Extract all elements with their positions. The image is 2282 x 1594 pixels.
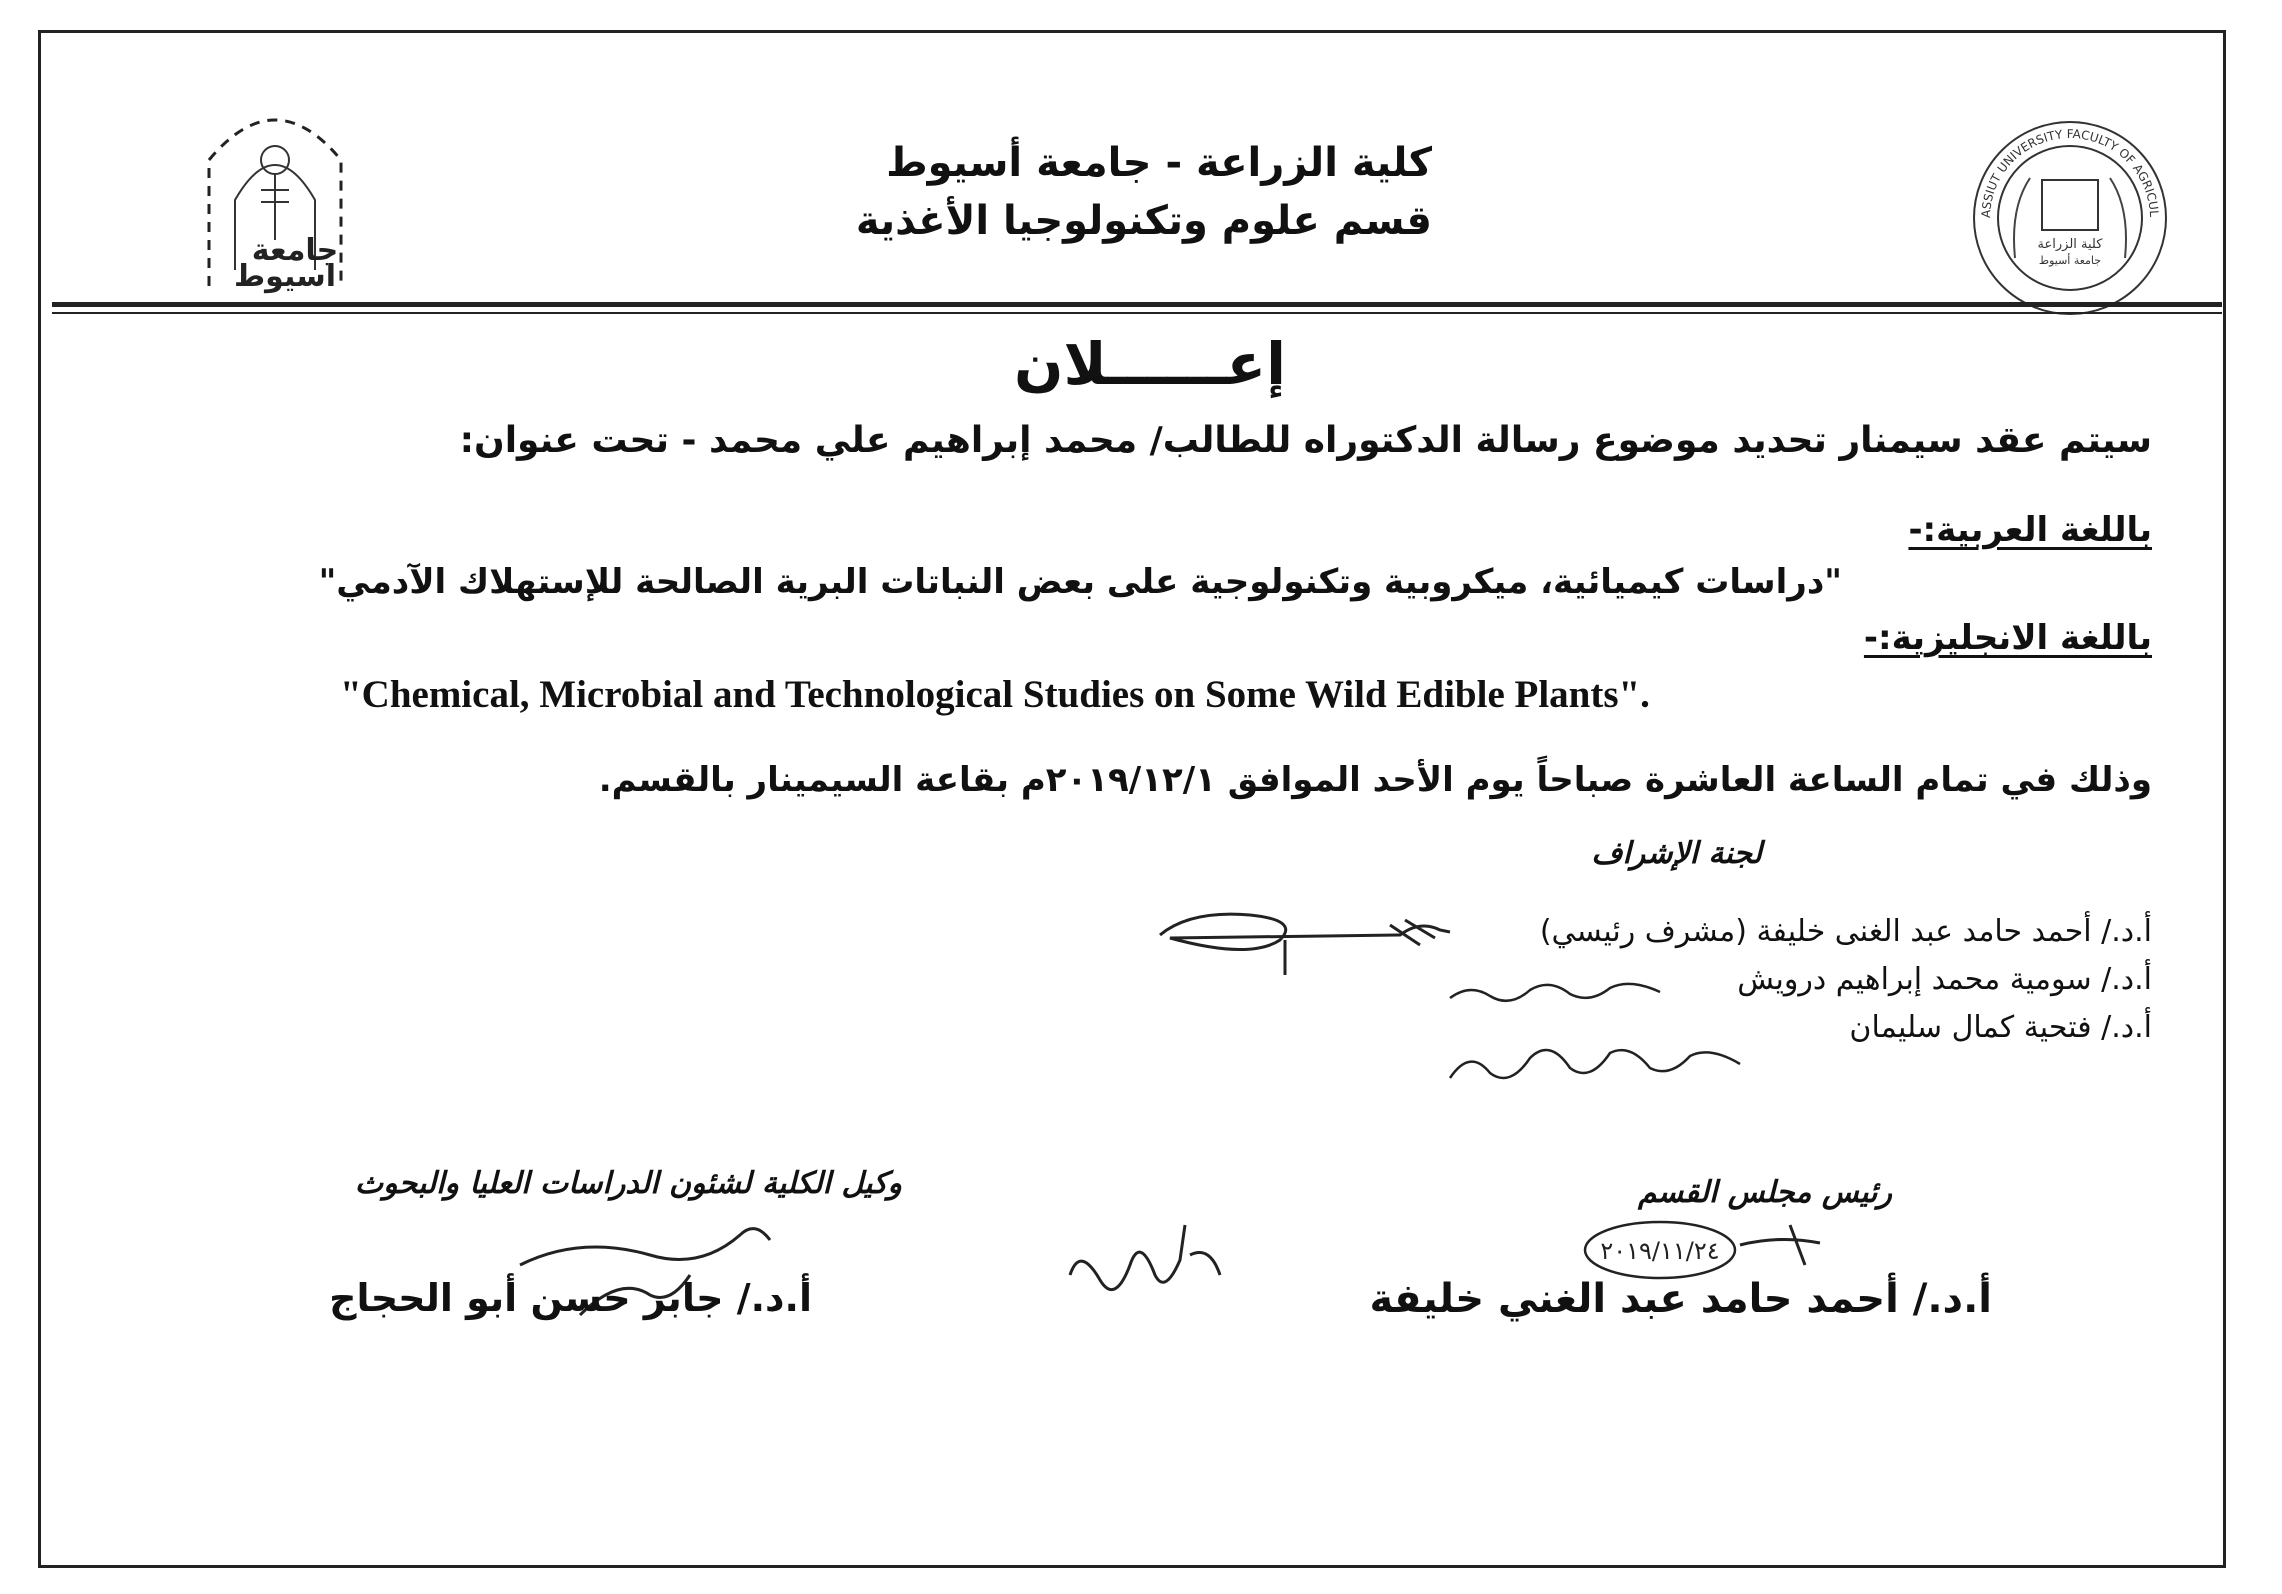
- logo-text-line1: جامعة: [251, 233, 339, 268]
- middle-mark-text: تعلق: [1060, 1205, 1062, 1206]
- committee-heading: لجنة الإشراف: [1591, 836, 1762, 871]
- english-label: باللغة الانجليزية:-: [1863, 618, 2152, 658]
- committee-member-1: أ.د./ أحمد حامد عبد الغنى خليفة (مشرف رئيسي): [1539, 914, 2152, 949]
- signature-member-3: [1440, 1028, 1760, 1098]
- committee-member-3: أ.د./ فتحية كمال سليمان: [1849, 1010, 2152, 1045]
- announcement-title: إعــــــلان: [1014, 330, 1286, 398]
- vice-dean-name: أ.د./ جابر حسن أبو الحجاج: [329, 1276, 812, 1320]
- logo-text-line2: اسيوط: [234, 259, 336, 294]
- arch-logo-icon: [195, 90, 355, 294]
- arabic-thesis-title: "دراسات كيميائية، ميكروبية وتكنولوجية على بعض النباتات البرية الصالحة للإستهلاك الآدمي": [318, 562, 1842, 602]
- faculty-seal-right: [1965, 107, 2170, 318]
- intro-line: سيتم عقد سيمنار تحديد موضوع رسالة الدكتوراه للطالب/ محمد إبراهيم علي محمد - تحت عنوان:: [459, 420, 2152, 461]
- department-name: قسم علوم وتكنولوجيا الأغذية: [855, 198, 1432, 244]
- schedule-line: وذلك في تمام الساعة العاشرة صباحاً يوم الأحد الموافق ٢٠١٩/١٢/١م بقاعة السيمينار بالقسم.: [598, 760, 2152, 800]
- header-divider-thin: [52, 312, 2222, 314]
- svg-text:ASSIUT UNIVERSITY FACULTY OF A: [1965, 107, 2161, 218]
- department-head-name: أ.د./ أحمد حامد عبد الغني خليفة: [1369, 1276, 1992, 1322]
- seal-ring-text: ASSIUT UNIVERSITY FACULTY OF AGRICULTURE: [1965, 107, 2161, 219]
- committee-member-2: أ.د./ سومية محمد إبراهيم درويش: [1737, 962, 2152, 997]
- signature-member-2: [1440, 968, 1680, 1018]
- department-head-title: رئيس مجلس القسم: [1637, 1175, 1892, 1210]
- arabic-label: باللغة العربية:-: [1908, 510, 2152, 550]
- handwritten-date: ٢٠١٩/١١/٢٤: [1600, 1237, 1720, 1265]
- faculty-name: كلية الزراعة - جامعة أسيوط: [886, 140, 1432, 186]
- header-divider-thick: [52, 302, 2222, 307]
- university-logo-left: [195, 90, 355, 294]
- seal-text-line1: كلية الزراعة: [2037, 237, 2103, 252]
- seal-text-line2: جامعة أسيوط: [2038, 254, 2102, 267]
- seal-icon: [1965, 107, 2170, 318]
- signature-member-1: [1150, 890, 1470, 980]
- english-thesis-title: "Chemical, Microbial and Technological Studies on Some Wild Edible Plants".: [340, 673, 1650, 716]
- signature-middle: [1060, 1205, 1240, 1315]
- vice-dean-title: وكيل الكلية لشئون الدراسات العليا والبحوث: [354, 1166, 902, 1201]
